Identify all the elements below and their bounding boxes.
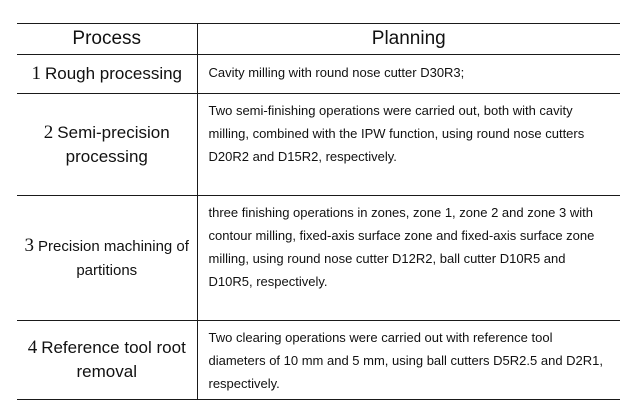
process-column-header: Process: [17, 24, 197, 55]
table-row: [17, 55, 620, 94]
planning-cell: three finishing operations in zones, zone 1, zone 2 and zone 3 with contour milling, fixed-axis surface zone and fixed-axis surface zone milling, using round nose cutter D12R2, ball cutter D10R5 and D10R5, respectively.: [197, 196, 620, 321]
process-name: Reference tool root removal: [41, 338, 186, 381]
process-cell: [17, 321, 197, 400]
planning-cell: Two semi-finishing operations were carried out, both with cavity milling, combined with the IPW function, using round nose cutters D20R2 and D15R2, respectively.: [197, 94, 620, 196]
table-header-row: [17, 24, 620, 55]
planning-cell: Cavity milling with round nose cutter D30R3;: [197, 55, 620, 94]
process-number: 1: [31, 63, 41, 84]
process-cell: [17, 94, 197, 196]
process-name: Rough processing: [44, 64, 183, 83]
table-row: [17, 321, 620, 400]
planning-cell: Two clearing operations were carried out with reference tool diameters of 10 mm and 5 mm, using ball cutters D5R2.5 and D2R1, respectively.: [197, 321, 620, 400]
process-planning-table: [17, 23, 620, 400]
process-planning-table-container: [17, 23, 620, 400]
process-cell: [17, 55, 197, 94]
process-name: Semi-precision processing: [57, 122, 170, 166]
planning-column-header: Planning: [197, 24, 620, 55]
table-row: [17, 94, 620, 196]
process-number: 2: [43, 121, 54, 143]
table-row: [17, 196, 620, 321]
process-name: Precision machining of partitions: [38, 237, 189, 279]
process-cell: [17, 196, 197, 321]
process-number: 3: [24, 234, 35, 256]
process-number: 4: [27, 337, 38, 358]
